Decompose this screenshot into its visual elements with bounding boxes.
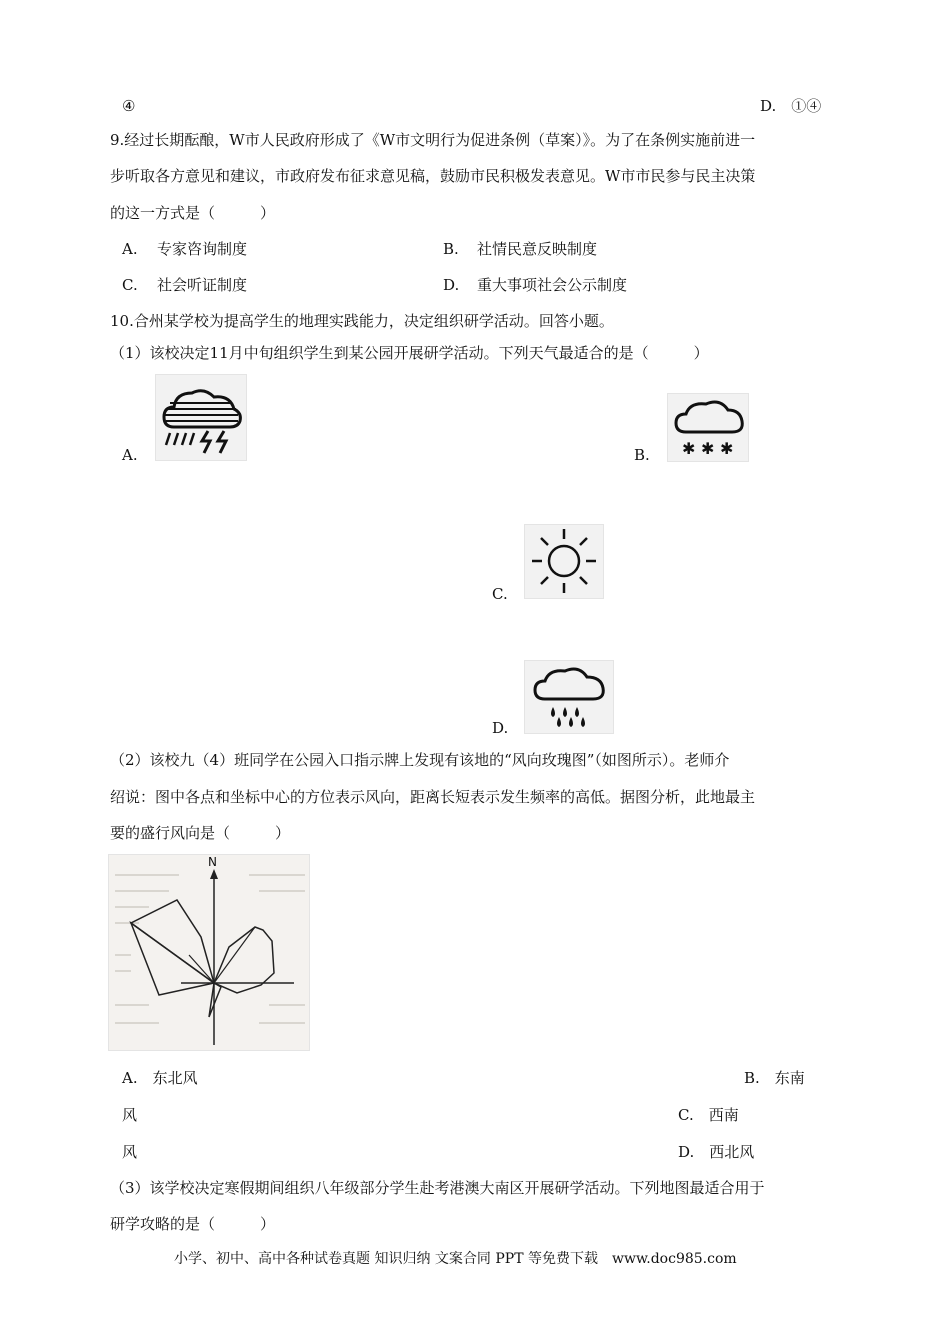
prev-question-option-4: ④: [122, 97, 136, 115]
q9-stem-line-1: 9.经过长期酝酿，W市人民政府形成了《W市文明行为促进条例（草案）》。为了在条例实施前进一: [110, 131, 756, 149]
weather-option-c-label: C.: [492, 585, 508, 603]
wind-rose-figure: [108, 854, 310, 1051]
q10-sub1-stem: （1）该校决定11月中旬组织学生到某公园开展研学活动。下列天气最适合的是（ ）: [110, 344, 709, 362]
prev-question-option-d: D. ①④: [760, 97, 822, 115]
q9-option-b-text: 社情民意反映制度: [477, 240, 598, 258]
wind-rose-north-label: N: [208, 855, 217, 869]
q9-option-a-label: A.: [122, 240, 138, 258]
snow-icon: [667, 393, 749, 462]
q10-sub2-option-c-wrap: 风: [122, 1143, 138, 1161]
q10-sub2-line-2: 绍说：图中各点和坐标中心的方位表示风向，距离长短表示发生频率的高低。据图分析，此地最主: [110, 788, 756, 806]
q9-option-d-label: D.: [443, 276, 460, 294]
q9-stem-line-3: 的这一方式是（ ）: [110, 204, 276, 222]
q10-sub2-option-a: A. 东北风: [122, 1069, 198, 1087]
weather-option-d-label: D.: [492, 719, 509, 737]
weather-option-a-label: A.: [122, 446, 138, 464]
q10-sub3-line-2: 研学攻略的是（ ）: [110, 1215, 276, 1233]
q10-sub2-option-d: D. 西北风: [678, 1143, 755, 1161]
q10-sub2-line-3: 要的盛行风向是（ ）: [110, 824, 291, 842]
q10-sub3-line-1: （3）该学校决定寒假期间组织八年级部分学生赴考港澳大南区开展研学活动。下列地图最适合用于: [110, 1179, 765, 1197]
q10-sub2-line-1: （2）该校九（4）班同学在公园入口指示牌上发现有该地的“风向玫瑰图”（如图所示）。老师介: [110, 751, 730, 769]
q10-sub2-option-b-wrap: 风: [122, 1106, 138, 1124]
q9-option-c-label: C.: [122, 276, 138, 294]
thunderstorm-icon: [155, 374, 247, 461]
rain-icon: [524, 660, 614, 734]
svg-text:✱: ✱: [682, 439, 696, 458]
q9-option-b-label: B.: [443, 240, 459, 258]
q9-option-d-text: 重大事项社会公示制度: [477, 276, 628, 294]
sunny-icon: [524, 524, 604, 599]
q9-stem-line-2: 步听取各方意见和建议，市政府发布征求意见稿，鼓励市民积极发表意见。W市市民参与民主决策: [110, 167, 756, 185]
svg-text:✱: ✱: [701, 439, 715, 458]
svg-text:✱: ✱: [720, 439, 734, 458]
q10-sub2-option-b: B. 东南: [744, 1069, 805, 1087]
page-footer: 小学、初中、高中各种试卷真题 知识归纳 文案合同 PPT 等免费下载 www.doc985.com: [174, 1251, 737, 1267]
q10-sub2-option-c: C. 西南: [678, 1106, 739, 1124]
q9-option-c-text: 社会听证制度: [157, 276, 248, 294]
q10-intro: 10.合州某学校为提高学生的地理实践能力，决定组织研学活动。回答小题。: [110, 312, 614, 330]
weather-option-b-label: B.: [634, 446, 650, 464]
q9-option-a-text: 专家咨询制度: [157, 240, 248, 258]
